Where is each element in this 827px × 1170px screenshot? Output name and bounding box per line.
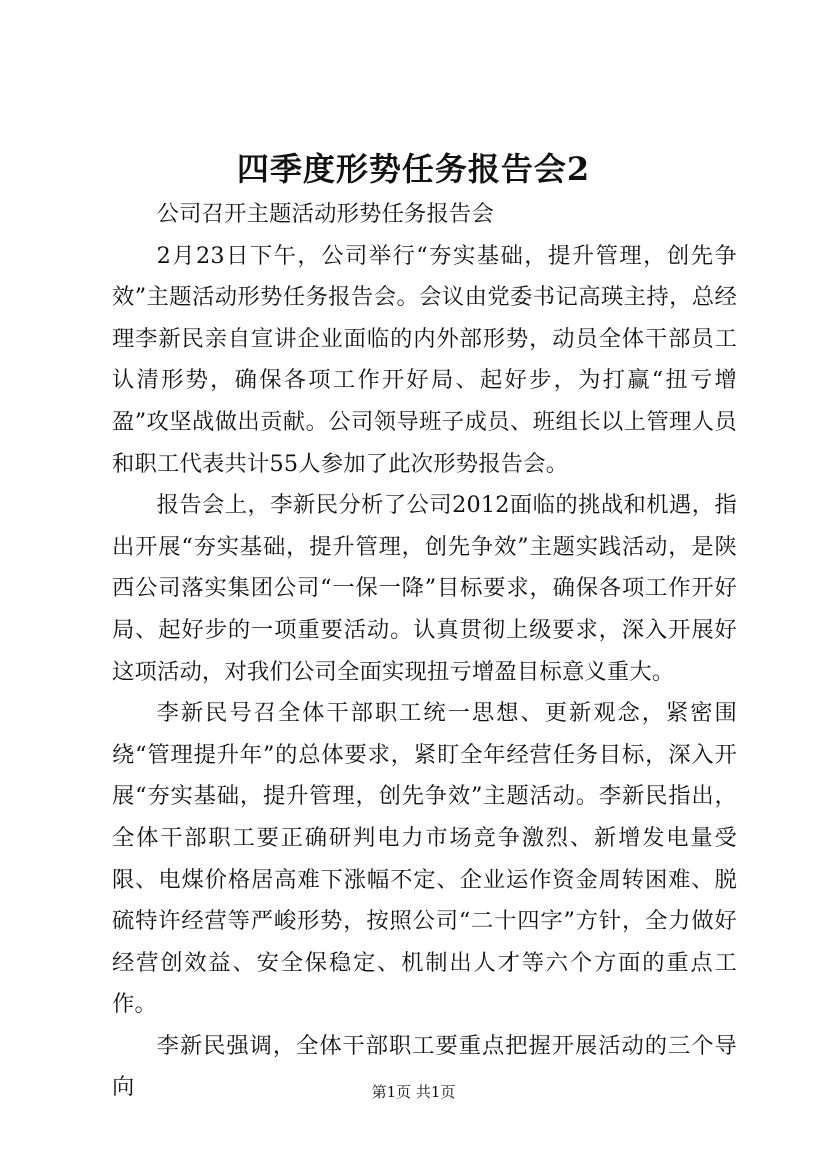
document-title: 四季度形势任务报告会2: [236, 150, 591, 188]
page-footer: 第1页 共1页: [371, 1083, 456, 1101]
paragraph: 报告会上，李新民分析了公司2012面临的挑战和机遇，指出开展“夯实基础，提升管理，创先争效”主题实践活动，是陕西公司落实集团公司“一保一降”目标要求，确保各项工作开好局、起好步的一项重要活动。认真贯彻上级要求，深入开展好这项活动，对我们公司全面实现扭亏增盈目标意义重大。: [112, 492, 737, 685]
paragraph-subtitle: 公司召开主题活动形势任务报告会: [156, 201, 495, 227]
paragraph: 李新民强调，全体干部职工要重点把握开展活动的三个导向: [112, 1032, 737, 1101]
paragraph: 李新民号召全体干部职工统一思想、更新观念，紧密围绕“管理提升年”的总体要求，紧盯全年经营任务目标，深入开展“夯实基础，提升管理，创先争效”主题活动。李新民指出，全体干部职工要正确研判电力市场竞争激烈、新增发电量受限、电煤价格居高难下涨幅不定、企业运作资金周转困难、脱硫特许经营等严峻形势，按照公司“二十四字”方针，全力做好经营创效益、安全保稳定、机制出人才等六个方面的重点工作。: [112, 700, 737, 1018]
document-body: [112, 194, 737, 1109]
paragraph: 2月23日下午，公司举行“夯实基础，提升管理，创先争效”主题活动形势任务报告会。会议由党委书记高瑛主持，总经理李新民亲自宣讲企业面临的内外部形势，动员全体干部员工认清形势，确保各项工作开好局、起好步，为打赢“扭亏增盈”攻坚战做出贡献。公司领导班子成员、班组长以上管理人员和职工代表共计55人参加了此次形势报告会。: [112, 242, 737, 477]
